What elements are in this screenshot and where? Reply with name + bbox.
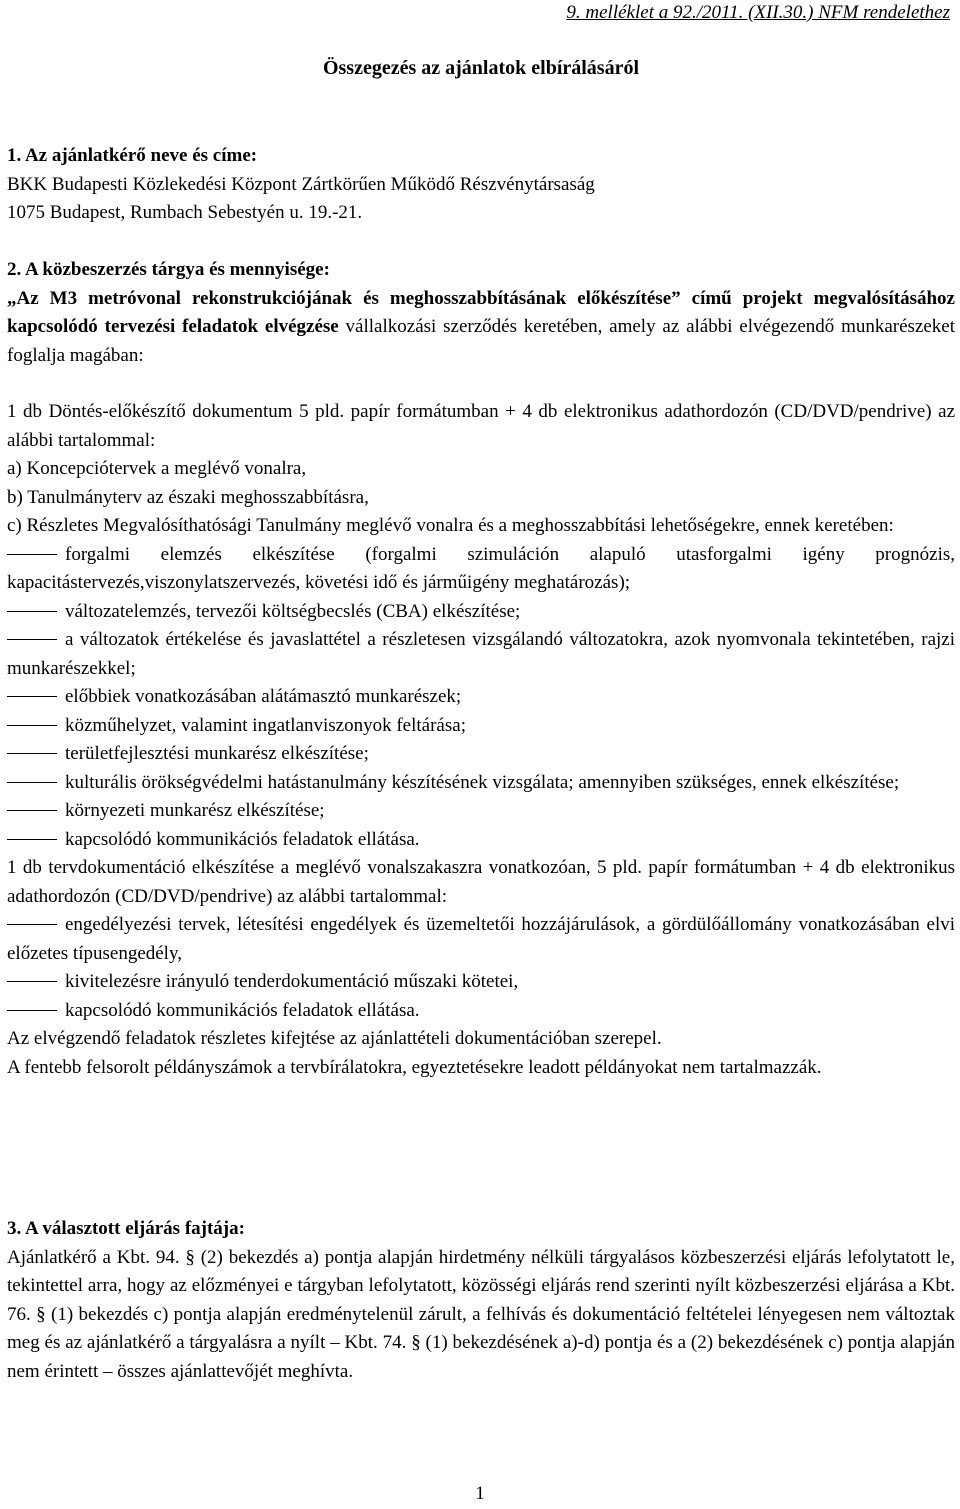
dash-list-item: forgalmi elemzés elkészítése (forgalmi szimuláción alapuló utasforgalmi igény prognózis, kapacitástervezés,viszonylatszervezés, követési idő és járműigény meghatározás);	[7, 543, 955, 593]
section-3-heading: 3. A választott eljárás fajtája:	[7, 1218, 245, 1239]
contracting-authority-name: BKK Budapesti Közlekedési Központ Zártkörűen Működő Részvénytársaság	[7, 173, 595, 195]
dash-list-item: kapcsolódó kommunikációs feladatok ellátása.	[65, 828, 420, 850]
note-1: Az elvégzendő feladatok részletes kifejtése az ajánlattételi dokumentációban szerepel.	[7, 1028, 662, 1049]
section-kozbeszerzes-targya	[7, 256, 955, 1082]
document-title: Összegezés az ajánlatok elbírálásáról	[322, 57, 640, 79]
dash-list-item: területfejlesztési munkarész elkészítése;	[65, 743, 369, 764]
spacer	[7, 370, 955, 398]
dash-list-item: kapcsolódó kommunikációs feladatok ellátása.	[65, 999, 420, 1021]
subject-intro-rest: vállalkozási szerződés keretében, amely az alábbi elvégezendő munkarészeket foglalja magában:	[7, 316, 956, 366]
item-a: a) Koncepciótervek a meglévő vonalra,	[7, 458, 307, 479]
subject-intro	[7, 285, 955, 371]
dash-list-item: a változatok értékelése és javaslattétel a részletesen vizsgálandó változatokra, azok nyomvonala tekintetében, rajzi munkarészekkel;	[7, 629, 955, 679]
section-ajanlatkero	[7, 142, 955, 228]
dash-list-item: változatelemzés, tervezői költségbecslés (CBA) elkészítése;	[65, 600, 521, 622]
deliverable-1: 1 db Döntés-előkészítő dokumentum 5 pld. papír formátumban + 4 db elektronikus adathordozón (CD/DVD/pendrive) az alábbi tartalommal:	[7, 401, 955, 451]
project-title: „Az M3 metróvonal rekonstrukciójának és meghosszabbításának előkészítése” című projekt megvalósításához kapcsolódó tervezési feladatok elvégzése	[7, 287, 955, 337]
item-c: c) Részletes Megvalósíthatósági Tanulmány meglévő vonalra és a meghosszabbítási lehetőségekre, ennek keretében:	[7, 515, 894, 536]
note-2: A fentebb felsorolt példányszámok a tervbírálatokra, egyeztetésekre leadott példányokat nem tartalmazzák.	[7, 1056, 822, 1078]
section-2-heading: 2. A közbeszerzés tárgya és mennyisége:	[7, 259, 330, 280]
annex-reference: 9. melléklet a 92./2011. (XII.30.) NFM rendelethez	[566, 2, 950, 23]
dash-list-item: környezeti munkarész elkészítése;	[65, 800, 325, 821]
item-b: b) Tanulmányterv az északi meghosszabbításra,	[7, 486, 369, 508]
page-number: 1	[475, 1483, 485, 1504]
dash-list-item: engedélyezési tervek, létesítési engedélyek és üzemeltetői hozzájárulások, a gördülőállomány vonatkozásában elvi előzetes típusengedély,	[7, 914, 955, 964]
dash-list-item: közműhelyzet, valamint ingatlanviszonyok feltárása;	[65, 714, 466, 736]
deliverable-2: 1 db tervdokumentáció elkészítése a meglévő vonalszakaszra vonatkozóan, 5 pld. papír formátumban + 4 db elektronikus adathordozón (CD/DVD/pendrive) az alábbi tartalommal:	[7, 857, 955, 907]
dash-list-item: előbbiek vonatkozásában alátámasztó munkarészek;	[65, 686, 462, 707]
section-eljaras-fajtaja	[7, 1215, 955, 1386]
section-1-heading: 1. Az ajánlatkérő neve és címe:	[7, 145, 258, 166]
contracting-authority-address: 1075 Budapest, Rumbach Sebestyén u. 19.-21.	[7, 202, 363, 223]
dash-list-item: kivitelezésre irányuló tenderdokumentáció műszaki kötetei,	[65, 971, 519, 992]
dash-list-item: kulturális örökségvédelmi hatástanulmány készítésének vizsgálata; amennyiben szükséges, ennek elkészítése;	[65, 771, 900, 793]
procedure-text: Ajánlatkérő a Kbt. 94. § (2) bekezdés a) pontja alapján hirdetmény nélküli tárgyalásos közbeszerzési eljárás lefolytatott le, tekintettel arra, hogy az előzményei e tárgyban lefolytatott, közösségi eljárás rend szerinti nyílt közbeszerzési eljárása a Kbt. 76. § (1) bekezdés c) pontja alapján eredménytelenül zárult, a felhívás és dokumentáció feltételei lényegesen nem változtak meg és az ajánlatkérő a tárgyalásra a nyílt – Kbt. 74. § (1) bekezdésének a)-d) pontja és a (2) bekezdésének c) pontja alapján nem érintett – összes ajánlattevőjét meghívta.	[7, 1246, 955, 1382]
